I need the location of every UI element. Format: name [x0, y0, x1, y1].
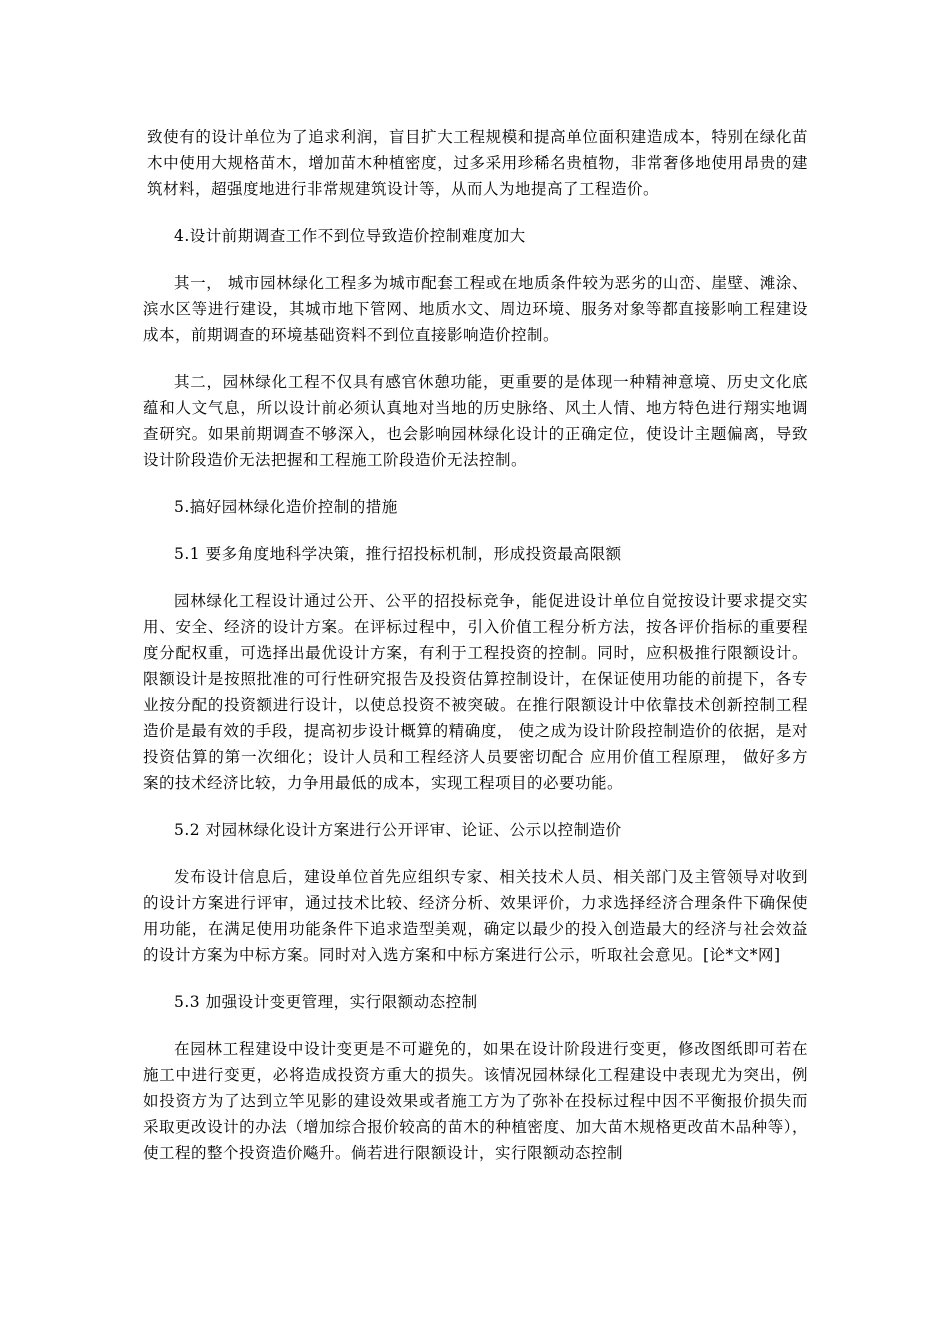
paragraph-public-review: 发布设计信息后，建设单位首先应组织专家、相关技术人员、相关部门及主管领导对收到的设计方案进行评审，通过技术比较、经济分析、效果评价，力求选择经济合理条件下确保使用功能，在满足使用功能条件下追求造型美观，确定以最少的投入创造最大的经济与社会效益的设计方案为中标方案。同时对入选方案和中标方案进行公示，听取社会意见。[论*文*网]: [143, 868, 808, 964]
heading-section-5-1: 5.1 要多角度地科学决策，推行招投标机制，形成投资最高限额: [174, 545, 622, 563]
paragraph-first-point: 其一， 城市园林绿化工程多为城市配套工程或在地质条件较为恶劣的山峦、崖壁、滩涂、滨水区等进行建设，其城市地下管网、地质水文、周边环境、服务对象等都直接影响工程建设成本，前期调查的环境基础资料不到位直接影响造价控制。: [143, 274, 808, 344]
heading-section-4: 4.设计前期调查工作不到位导致造价控制难度加大: [174, 227, 526, 245]
heading-section-5: 5.搞好园林绿化造价控制的措施: [174, 498, 398, 516]
paragraph-second-point: 其二，园林绿化工程不仅具有感官休憩功能，更重要的是体现一种精神意境、历史文化底蕴和人文气息，所以设计前必须认真地对当地的历史脉络、风土人情、地方特色进行翔实地调查研究。如果前期调查不够深入，也会影响园林绿化设计的正确定位，使设计主题偏离，导致设计阶段造价无法把握和工程施工阶段造价无法控制。: [143, 373, 808, 469]
heading-section-5-3: 5.3 加强设计变更管理，实行限额动态控制: [174, 993, 478, 1011]
paragraph-bidding-mechanism: 园林绿化工程设计通过公开、公平的招投标竞争，能促进设计单位自觉按设计要求提交实用、安全、经济的设计方案。在评标过程中，引入价值工程分析方法，按各评价指标的重要程度分配权重，可选择出最优设计方案，有利于工程投资的控制。同时，应积极推行限额设计。限额设计是按照批准的可行性研究报告及投资估算控制设计，在保证使用功能的前提下，各专业按分配的投资额进行设计，以使总投资不被突破。在推行限额设计中依靠技术创新控制工程造价是最有效的手段，提高初步设计概算的精确度， 使之成为设计阶段控制造价的依据，是对投资估算的第一次细化；设计人员和工程经济人员要密切配合 应用价值工程原理， 做好多方案的技术经济比较，力争用最低的成本，实现工程项目的必要功能。: [143, 592, 808, 792]
paragraph-design-change: 在园林工程建设中设计变更是不可避免的，如果在设计阶段进行变更，修改图纸即可若在施工中进行变更，必将造成投资方重大的损失。该情况园林绿化工程建设中表现尤为突出，例如投资方为了达到立竿见影的建设效果或者施工方为了弥补在投标过程中因不平衡报价损失而采取更改设计的办法（增加综合报价较高的苗木的种植密度、加大苗木规格更改苗木品种等），使工程的整个投资造价飚升。倘若进行限额设计，实行限额动态控制: [143, 1040, 808, 1162]
document-body: [143, 124, 808, 1187]
paragraph-design-cost-inflation: 致使有的设计单位为了追求利润，盲目扩大工程规模和提高单位面积建造成本，特别在绿化苗木中使用大规格苗木，增加苗木种植密度，过多采用珍稀名贵植物，非常奢侈地使用昂贵的建筑材料，超强度地进行非常规建筑设计等，从而人为地提高了工程造价。: [147, 128, 808, 198]
heading-section-5-2: 5.2 对园林绿化设计方案进行公开评审、论证、公示以控制造价: [174, 821, 622, 839]
